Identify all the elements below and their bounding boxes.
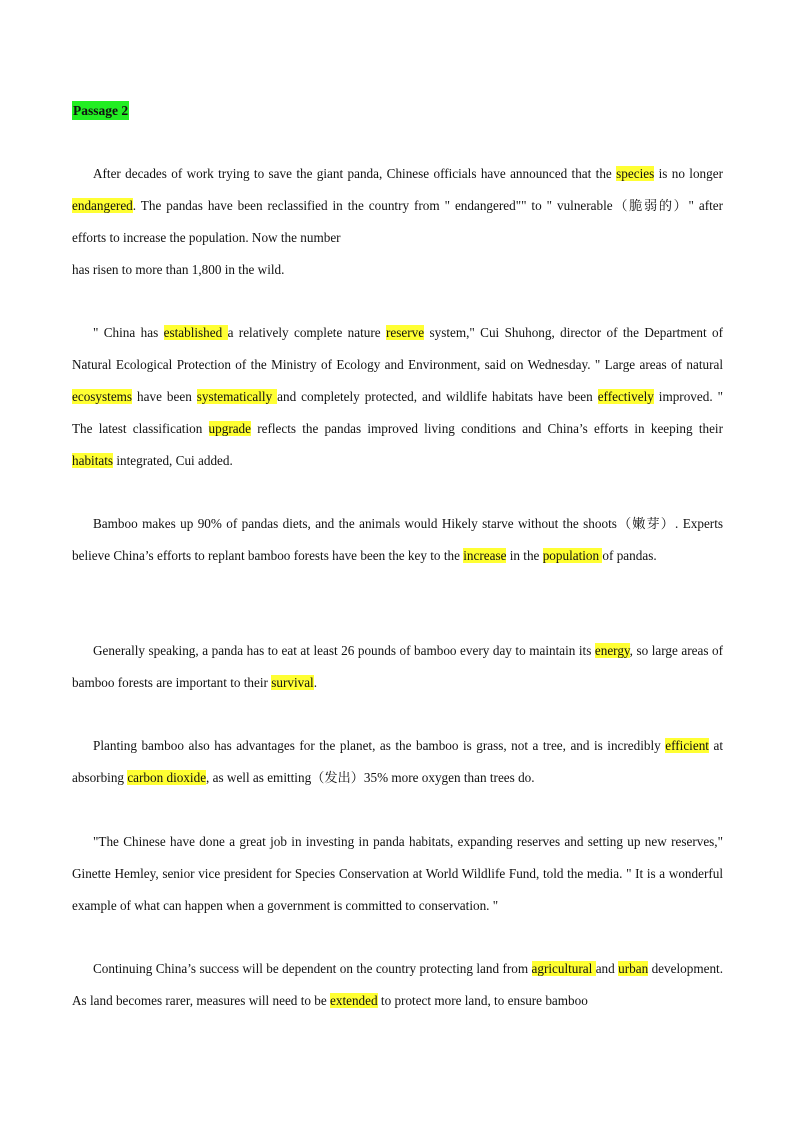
highlighted-term: extended <box>330 993 378 1008</box>
text-run: Generally speaking, a panda has to eat at least 26 pounds of bamboo every day to maintain its <box>93 643 595 658</box>
text-run: After decades of work trying to save the giant panda, Chinese officials have announced that the <box>93 166 617 181</box>
highlighted-term: endangered <box>72 198 133 213</box>
highlighted-term: survival <box>271 675 314 690</box>
text-run: is no longer <box>654 166 723 181</box>
highlighted-term: habitats <box>72 453 114 468</box>
text-run: , so large areas of bamboo forests are important to their <box>72 643 723 690</box>
highlighted-term: carbon dioxide <box>127 770 207 785</box>
highlighted-term: agricultural <box>531 961 596 976</box>
text-run: Bamboo makes up 90% of pandas diets, and the animals would Hikely starve without the shoots（嫩芽）. Experts believe China’s efforts to replant bamboo forests have been the key to the <box>72 516 723 563</box>
highlighted-term: efficient <box>665 738 709 753</box>
paragraph-7 <box>72 953 723 1017</box>
text-run: "The Chinese have done a great job in investing in panda habitats, expanding reserves and setting up new reserves," Ginette Hemley, senior vice president for Species Conservation at World Wildlife Fund, told the media. " It is a wonderful example of what can happen when a government is committed to conservation. " <box>72 834 723 913</box>
passage-title: Passage 2 <box>73 103 129 118</box>
text-run: of pandas. <box>602 548 657 563</box>
text-run: integrated, Cui added. <box>113 453 233 468</box>
text-run: to protect more land, to ensure bamboo <box>377 993 588 1008</box>
text-run: have been <box>132 389 197 404</box>
highlighted-term: energy <box>594 643 630 658</box>
text-run: . The pandas have been reclassified in the country from " endangered"" to " vulnerable（脆弱的）" after efforts to increase the population. Now the number <box>72 198 723 245</box>
text-run: , as well as emitting（发出）35% more oxygen than trees do. <box>206 770 535 785</box>
paragraph-2 <box>72 317 723 477</box>
paragraph-1 <box>72 158 723 286</box>
paragraph-5 <box>72 730 723 794</box>
text-run: in the <box>506 548 543 563</box>
highlighted-term: systematically <box>196 389 278 404</box>
highlighted-term: species <box>616 166 655 181</box>
highlighted-term: established <box>163 325 228 340</box>
text-run: reflects the pandas improved living conditions and China’s efforts in keeping their <box>251 421 723 436</box>
text-run: improved. " The latest classification <box>72 389 723 436</box>
highlighted-term: effectively <box>597 389 654 404</box>
text-run: Planting bamboo also has advantages for the planet, as the bamboo is grass, not a tree, and is incredibly <box>93 738 666 753</box>
highlighted-term: urban <box>618 961 649 976</box>
paragraph-3 <box>72 508 723 572</box>
highlighted-term: increase <box>463 548 507 563</box>
text-run: Continuing China’s success will be dependent on the country protecting land from <box>93 961 532 976</box>
text-run: has risen to more than 1,800 in the wild. <box>72 262 285 277</box>
text-run: at absorbing <box>72 738 723 785</box>
text-run: and <box>595 961 619 976</box>
text-run: . <box>313 675 318 690</box>
highlighted-term: reserve <box>386 325 425 340</box>
text-run: " China has <box>93 325 164 340</box>
highlighted-term: ecosystems <box>72 389 133 404</box>
paragraph-4 <box>72 635 723 699</box>
text-run: development. As land becomes rarer, measures will need to be <box>72 961 723 1008</box>
text-run: a relatively complete nature <box>227 325 387 340</box>
highlighted-term: population <box>542 548 603 563</box>
paragraph-6 <box>72 826 723 922</box>
text-run: and completely protected, and wildlife habitats have been <box>277 389 598 404</box>
highlighted-term: upgrade <box>208 421 252 436</box>
text-run: system," Cui Shuhong, director of the Department of Natural Ecological Protection of the Ministry of Ecology and Environment, said on Wednesday. " Large areas of natural <box>72 325 723 372</box>
